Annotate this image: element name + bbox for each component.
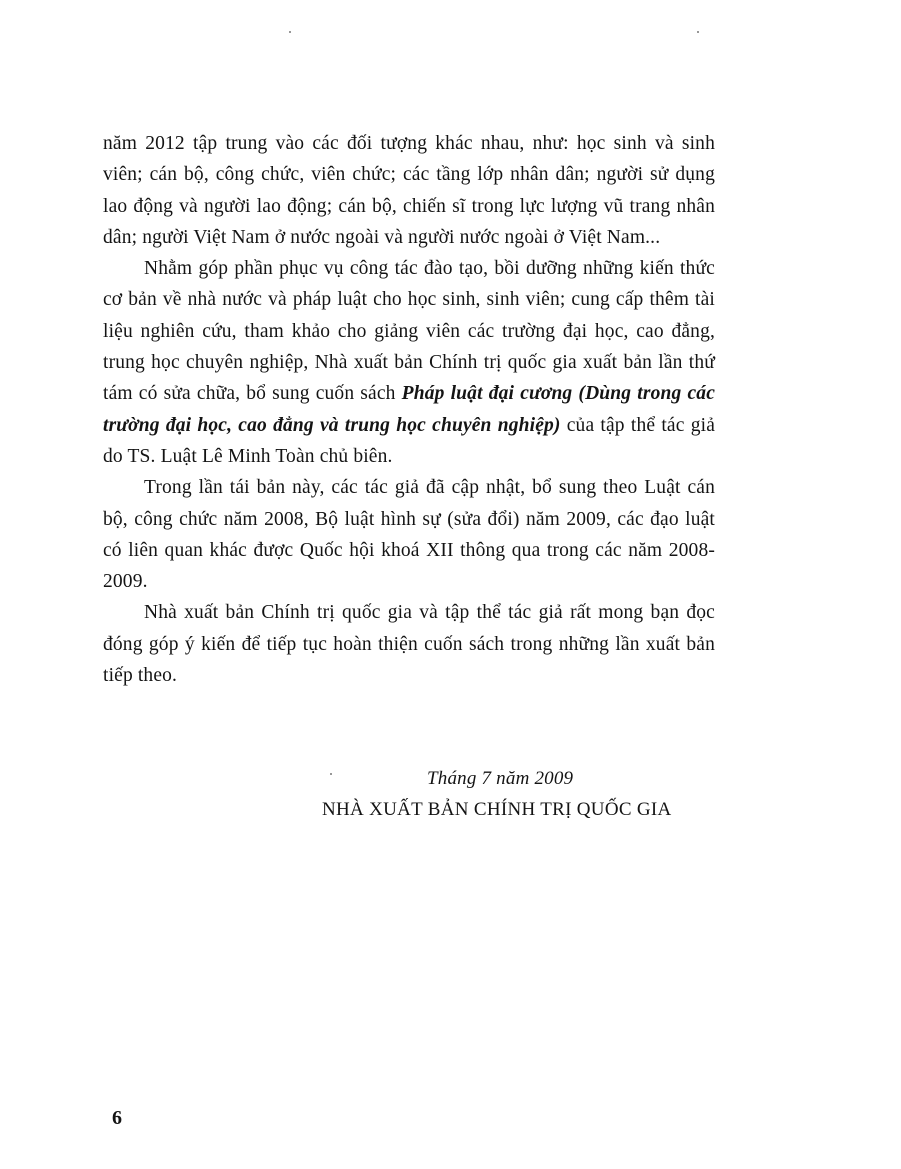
scan-speck [289,31,291,33]
paragraph-3: Trong lần tái bản này, các tác giả đã cập nhật, bổ sung theo Luật cán bộ, công chức năm 2008, Bộ luật hình sự (sửa đổi) năm 2009, các đạo luật có liên quan khác được Quốc hội khoá XII thông qua trong các năm 2008-2009. [103,477,715,593]
paragraph-4: Nhà xuất bản Chính trị quốc gia và tập thể tác giả rất mong bạn đọc đóng góp ý kiến để tiếp tục hoàn thiện cuốn sách trong những lần xuất bản tiếp theo. [103,602,715,687]
scan-speck [330,773,332,775]
paragraph-2-tail: của tập thể tác giả do TS. Luật Lê Minh Toàn chủ biên. [103,414,715,467]
signature-date: Tháng 7 năm 2009 [427,768,574,789]
paragraph-2-lead: Nhằm góp phần phục vụ công tác đào tạo, bồi dưỡng những kiến thức cơ bản về nhà nước và pháp luật cho học sinh, sinh viên; cung cấp thêm tài liệu nghiên cứu, tham khảo cho giảng viên các trường đại học, cao đẳng, trung học chuyên nghiệp, Nhà xuất bản Chính trị quốc gia xuất bản lần thứ tám có sửa chữa, bổ sung cuốn sách [103,258,715,405]
paragraph-2 [103,253,715,472]
scan-speck [697,31,699,33]
page-number: 6 [112,1107,122,1129]
body-text [103,128,715,691]
signature-publisher: NHÀ XUẤT BẢN CHÍNH TRỊ QUỐC GIA [322,799,672,820]
paragraph-1: năm 2012 tập trung vào các đối tượng khác nhau, như: học sinh và sinh viên; cán bộ, công chức, viên chức; các tầng lớp nhân dân; người sử dụng lao động và người lao động; cán bộ, chiến sĩ trong lực lượng vũ trang nhân dân; người Việt Nam ở nước ngoài và người nước ngoài ở Việt Nam... [103,133,715,248]
book-title-reference: Pháp luật đại cương (Dùng trong các trường đại học, cao đẳng và trung học chuyên nghiệp) [103,383,715,436]
